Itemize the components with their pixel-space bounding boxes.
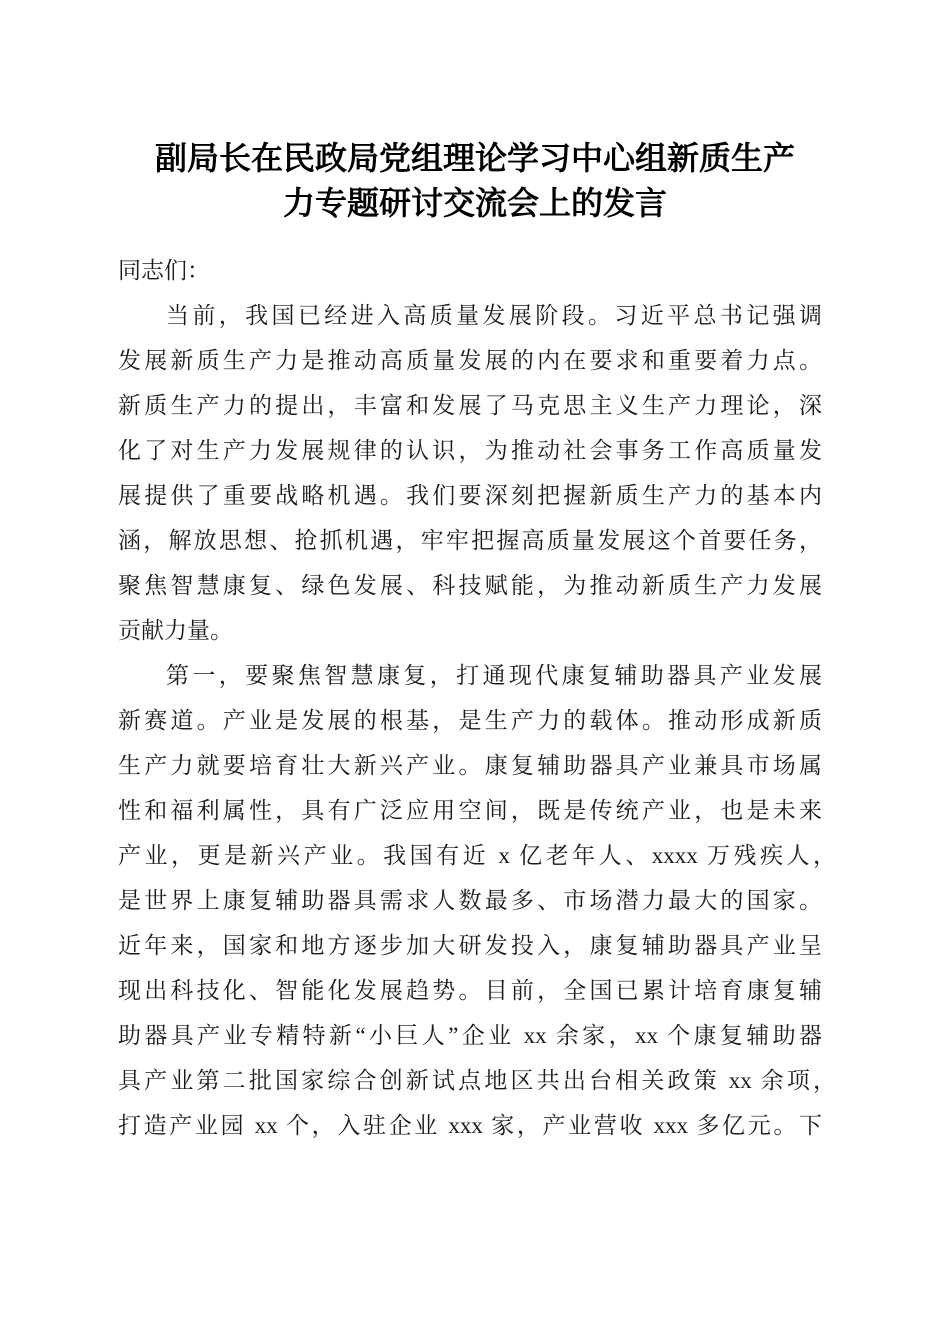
greeting: 同志们： (118, 258, 210, 283)
title-line: 副局长在民政局党组理论学习中心组新质生产 (154, 139, 795, 177)
title-line: 力专题研讨交流会上的发言 (282, 184, 667, 222)
paragraph-line: 具产业第二批国家综合创新试点地区共出台相关政策 xx 余项， (118, 1068, 836, 1093)
paragraph-line: 是世界上康复辅助器具需求人数最多、市场潜力最大的国家。 (118, 888, 822, 913)
paragraph (118, 653, 837, 1148)
paragraph-line: 现出科技化、智能化发展趋势。目前，全国已累计培育康复辅 (118, 978, 822, 1003)
paragraph (118, 293, 822, 653)
paragraph-line: 涵，解放思想、抢抓机遇，牢牢把握高质量发展这个首要任务， (118, 528, 822, 553)
paragraph-line: 助器具产业专精特新“小巨人”企业 xx 余家，xx 个康复辅助器 (118, 1023, 822, 1048)
paragraph-line: 发展新质生产力是推动高质量发展的内在要求和重要着力点。 (118, 348, 822, 373)
document-title (110, 136, 840, 226)
paragraph-line: 打造产业园 xx 个，入驻企业 xxx 家，产业营收 xxx 多亿元。下 (118, 1113, 822, 1138)
paragraph-line: 产业，更是新兴产业。我国有近 x 亿老年人、xxxx 万残疾人， (118, 843, 837, 868)
paragraph-line: 展提供了重要战略机遇。我们要深刻把握新质生产力的基本内 (118, 483, 822, 508)
paragraph-line: 当前，我国已经进入高质量发展阶段。习近平总书记强调 (166, 303, 822, 328)
paragraph-line: 生产力就要培育壮大新兴产业。康复辅助器具产业兼具市场属 (118, 753, 822, 778)
paragraph-line: 聚焦智慧康复、绿色发展、科技赋能，为推动新质生产力发展 (118, 573, 822, 598)
paragraph-line: 性和福利属性，具有广泛应用空间，既是传统产业，也是未来 (118, 798, 822, 823)
paragraph-line: 近年来，国家和地方逐步加大研发投入，康复辅助器具产业呈 (118, 933, 822, 958)
paragraph-line: 贡献力量。 (118, 618, 233, 643)
paragraph-line: 第一，要聚焦智慧康复，打通现代康复辅助器具产业发展 (166, 663, 822, 688)
paragraph-line: 新赛道。产业是发展的根基，是生产力的载体。推动形成新质 (118, 708, 822, 733)
paragraph-line: 化了对生产力发展规律的认识，为推动社会事务工作高质量发 (118, 438, 822, 463)
paragraph-line: 新质生产力的提出，丰富和发展了马克思主义生产力理论，深 (118, 393, 822, 418)
document-body (118, 248, 837, 1148)
